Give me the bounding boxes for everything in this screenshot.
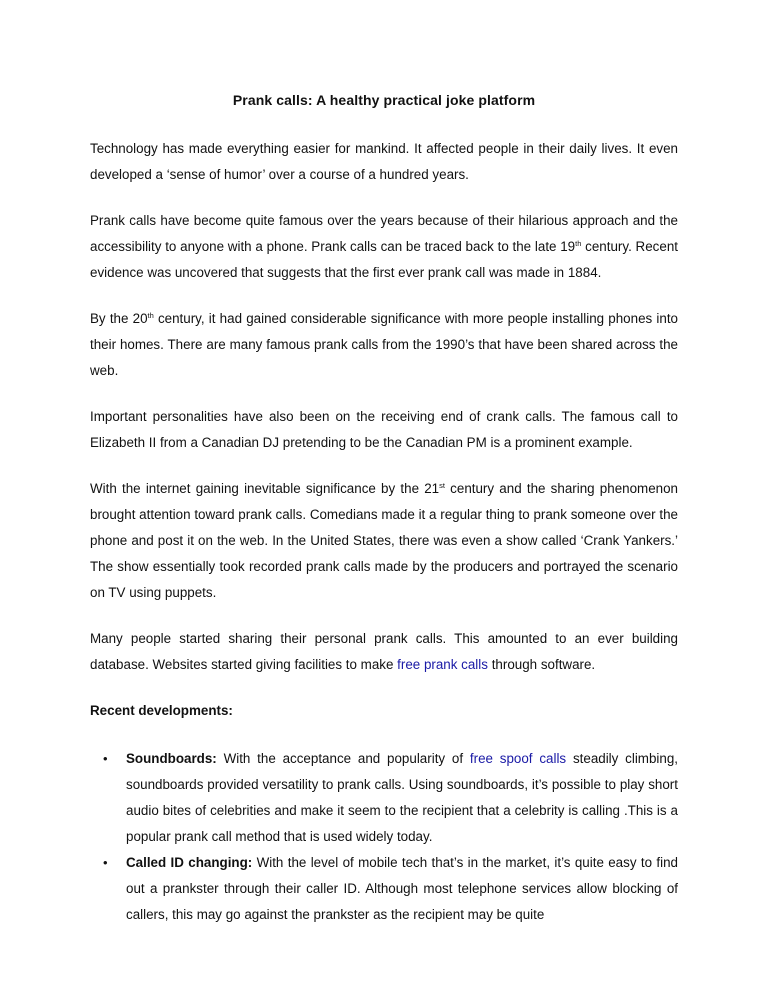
- list-item-term: Called ID changing:: [126, 855, 253, 870]
- paragraph-text: Technology has made everything easier for mankind. It affected people in their daily lives. It even developed a ‘sense of humor’ over a course of a hundred years.: [90, 141, 678, 182]
- section-heading: Recent developments:: [90, 703, 233, 718]
- paragraph-personalities: [90, 404, 678, 456]
- bullet-icon: •: [103, 751, 108, 766]
- list-item-term: Soundboards:: [126, 751, 217, 766]
- list-item-caller-id: [90, 850, 678, 928]
- paragraph-internet: [90, 476, 678, 606]
- paragraph-text: century, it had gained considerable significance with more people installing phones into their homes. There are many famous prank calls from the 1990’s that have been shared across the web.: [90, 311, 678, 378]
- list-item-text: steadily climbing, soundboards provided versatility to prank calls. Using soundboards, it’s possible to play short audio bites of celebrities and make it seem to the recipient that a celebrity is calling .This is a popular prank call method that is used widely today.: [126, 751, 678, 844]
- ordinal-superscript: th: [575, 239, 582, 248]
- paragraph-text: through software.: [487, 657, 596, 672]
- developments-list: [90, 746, 678, 928]
- paragraph-text: With the internet gaining inevitable significance by the 21: [90, 481, 440, 496]
- paragraph-20th-century: [90, 306, 678, 384]
- paragraph-sharing: [90, 626, 678, 678]
- list-item-text: With the level of mobile tech that’s in the market, it’s quite easy to find out a prankster through their caller ID. Although most telephone services allow blocking of callers, this may go against the prankster as the recipient may be quite: [126, 855, 678, 922]
- paragraph-text: Prank calls have become quite famous over the years because of their hilarious approach and the accessibility to anyone with a phone. Prank calls can be traced back to the late 19: [90, 213, 678, 254]
- list-item-text: With the acceptance and popularity of: [216, 751, 470, 766]
- paragraph-text: Important personalities have also been on the receiving end of crank calls. The famous call to Elizabeth II from a Canadian DJ pretending to be the Canadian PM is a prominent example.: [90, 409, 678, 450]
- free-spoof-calls-link[interactable]: free spoof calls: [469, 751, 567, 766]
- ordinal-superscript: th: [147, 311, 154, 320]
- document-title: Prank calls: A healthy practical joke platform: [232, 92, 536, 108]
- paragraph-text: century and the sharing phenomenon brought attention toward prank calls. Comedians made it a regular thing to prank someone over the phone and post it on the web. In the United States, there was even a show called ‘Crank Yankers.’ The show essentially took recorded prank calls made by the producers and portrayed the scenario on TV using puppets.: [90, 481, 678, 600]
- paragraph-text: By the 20: [90, 311, 148, 326]
- paragraph-prank-history: [90, 208, 678, 286]
- free-prank-calls-link[interactable]: free prank calls: [397, 657, 488, 672]
- paragraph-text: Many people started sharing their personal prank calls. This amounted to an ever building database. Websites started giving facilities to make: [90, 631, 678, 672]
- document-page: [90, 88, 678, 928]
- list-item-soundboards: [90, 746, 678, 850]
- bullet-icon: •: [103, 855, 108, 870]
- paragraph-technology: [90, 136, 678, 188]
- ordinal-superscript: st: [439, 481, 445, 490]
- paragraph-text: century. Recent evidence was uncovered that suggests that the first ever prank call was made in 1884.: [90, 239, 678, 280]
